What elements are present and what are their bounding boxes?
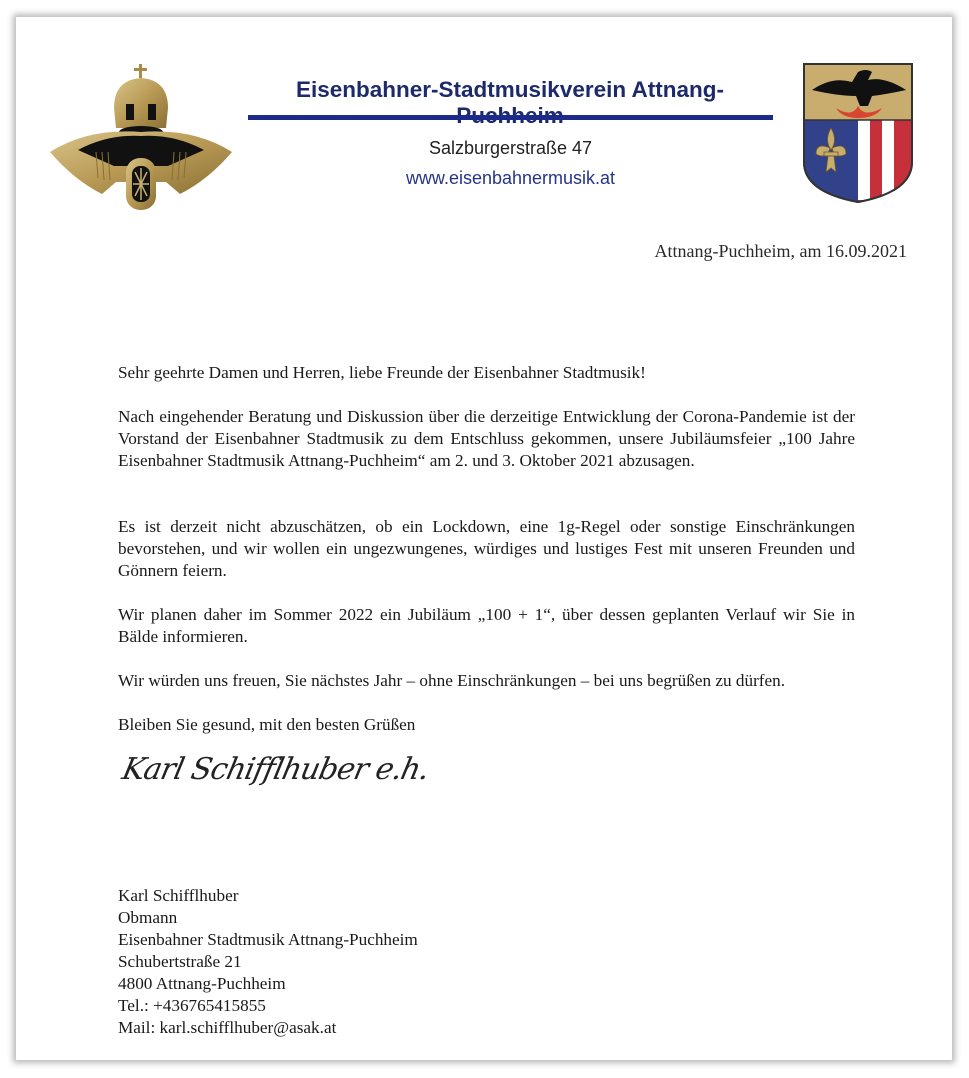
sender-email[interactable]: Mail: karl.schifflhuber@asak.at [118, 1018, 337, 1037]
sender-organization: Eisenbahner Stadtmusik Attnang-Puchheim [118, 930, 418, 949]
letter-greeting: Sehr geehrte Damen und Herren, liebe Freunde der Eisenbahner Stadtmusik! [118, 363, 646, 382]
header-rule [248, 115, 773, 120]
letter-date: Attnang-Puchheim, am 16.09.2021 [654, 241, 907, 261]
letter-closing: Bleiben Sie gesund, mit den besten Grüßen [118, 715, 416, 734]
letter-paragraph: Wir würden uns freuen, Sie nächstes Jahr – ohne Einschränkungen – bei uns begrüßen zu dürfen. [118, 671, 786, 690]
organization-title: Eisenbahner-Stadtmusikverein Attnang- [296, 77, 724, 102]
coat-of-arms-icon [802, 62, 914, 204]
organization-street: Salzburgerstraße 47 [428, 138, 593, 158]
sender-city: 4800 Attnang-Puchheim [118, 974, 286, 993]
sender-block [118, 885, 418, 1039]
sender-role: Obmann [118, 908, 178, 927]
sender-phone: Tel.: +436765415855 [118, 996, 266, 1015]
letter-page [16, 17, 952, 1060]
handwritten-signature: Karl Schifflhuber e.h. [119, 752, 432, 787]
letter-paragraph: Wir planen daher im Sommer 2022 ein Jubiläum „100 + 1“, über dessen geplanten Verlauf wir Sie in Bälde informieren. [118, 605, 855, 646]
letter-paragraph: Nach eingehender Beratung und Diskussion über die derzeitige Entwicklung der Corona-Pandemie ist der Vorstand der Eisenbahner Stadtmusik zu dem Entschluss gekommen, unsere Jubiläumsfeier „100 Jahre Eisenbahner Stadtmusik Attnang-Puchheim“ am 2. und 3. Oktober 2021 abzusagen. [118, 407, 855, 470]
winged-wheel-emblem-icon [48, 62, 234, 212]
organization-website-link[interactable]: www.eisenbahnermusik.at [405, 168, 616, 188]
sender-street: Schubertstraße 21 [118, 952, 242, 971]
sender-name: Karl Schifflhuber [118, 886, 239, 905]
letter-paragraph: Es ist derzeit nicht abzuschätzen, ob ein Lockdown, eine 1g-Regel oder sonstige Einschränkungen bevorstehen, und wir wollen ein ungezwungenes, würdiges und lustiges Fest mit unseren Freunden und Gönnern feiern. [118, 517, 855, 580]
